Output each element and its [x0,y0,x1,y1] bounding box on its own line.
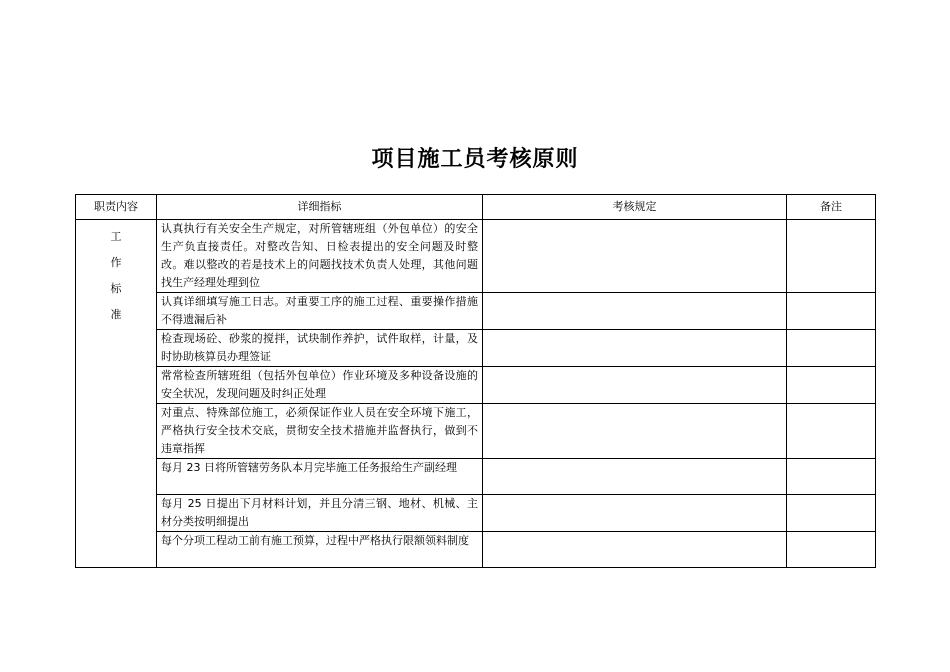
detail-cell: 检查现场砼、砂浆的搅拌，试块制作养护，试件取样，计量，及时协助核算员办理签证 [157,330,483,367]
note-cell [787,495,876,532]
rule-cell [483,404,787,459]
detail-cell: 每月 25 日提出下月材料计划，并且分清三钢、地材、机械、主材分类按明细提出 [157,495,483,532]
page-title: 项目施工员考核原则 [371,147,579,172]
rule-cell [483,330,787,367]
table-row [76,404,876,459]
note-cell [787,367,876,404]
note-cell [787,459,876,495]
table-row [76,459,876,495]
assessment-table [75,194,876,568]
category-char: 准 [110,308,122,321]
table-row [76,330,876,367]
table-row [76,495,876,532]
category-char: 作 [110,256,122,269]
header-responsibility: 职责内容 [76,195,157,220]
rule-cell [483,293,787,330]
note-cell [787,293,876,330]
detail-cell: 认真执行有关安全生产规定，对所管辖班组（外包单位）的安全生产负直接责任。对整改告知、日检表提出的安全问题及时整改。难以整改的若是技术上的问题找技术负责人处理，其他问题找生产经理处理到位 [157,220,483,293]
table-row [76,532,876,568]
table-row [76,293,876,330]
detail-cell: 常常检查所辖班组（包括外包单位）作业环境及多种设备设施的安全状况，发现问题及时纠正处理 [157,367,483,404]
category-char: 标 [110,282,122,295]
header-remark: 备注 [787,195,876,220]
detail-cell: 对重点、特殊部位施工，必须保证作业人员在安全环境下施工，严格执行安全技术交底，贯彻安全技术措施并监督执行，做到不违章指挥 [157,404,483,459]
detail-cell: 认真详细填写施工日志。对重要工序的施工过程、重要操作措施不得遗漏后补 [157,293,483,330]
table-row [76,220,876,293]
rule-cell [483,495,787,532]
note-cell [787,220,876,293]
rule-cell [483,459,787,495]
rule-cell [483,220,787,293]
detail-cell: 每个分项工程动工前有施工预算，过程中严格执行限额领料制度 [157,532,483,568]
detail-cell: 每月 23 日将所管辖劳务队本月完毕施工任务报给生产副经理 [157,459,483,495]
rule-cell [483,532,787,568]
category-cell [76,220,157,568]
table-row [76,367,876,404]
note-cell [787,330,876,367]
table-header-row [76,195,876,220]
header-detail-indicator: 详细指标 [157,195,483,220]
rule-cell [483,367,787,404]
note-cell [787,532,876,568]
note-cell [787,404,876,459]
category-char: 工 [110,230,122,243]
header-assessment-rule: 考核规定 [483,195,787,220]
